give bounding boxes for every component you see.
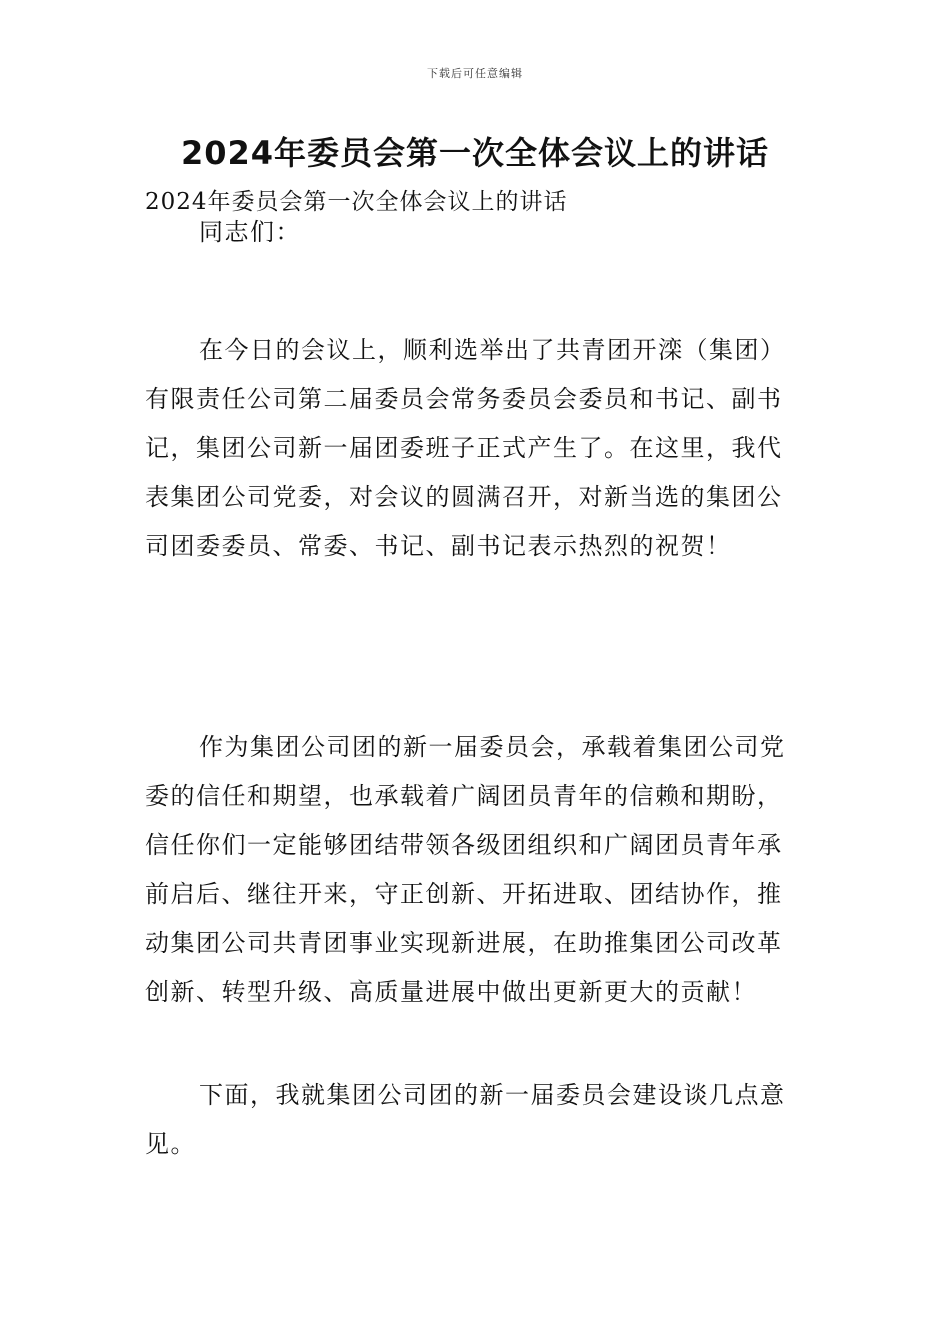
paragraph-3: 下面，我就集团公司团的新一届委员会建设谈几点意见。 [145,1081,786,1158]
document-title: 2024年委员会第一次全体会议上的讲话 [180,134,770,172]
paragraph-2: 作为集团公司团的新一届委员会，承载着集团公司党委的信任和期望，也承载着广阔团员青年的信赖和期盼，信任你们一定能够团结带领各级团组织和广阔团员青年承前启后、继往开来，守正创新、开拓进取、团结协作，推动集团公司共青团事业实现新进展，在助推集团公司改革创新、转型升级、高质量进展中做出更新更大的贡献！ [145,733,786,1006]
greeting: 同志们： [199,218,301,246]
document-subtitle: 2024年委员会第一次全体会议上的讲话 [145,189,568,215]
paragraph-1: 在今日的会议上，顺利选举出了共青团开滦（集团）有限责任公司第二届委员会常务委员会委员和书记、副书记，集团公司新一届团委班子正式产生了。在这里，我代表集团公司党委，对会议的圆满召开，对新当选的集团公司团委委员、常委、书记、副书记表示热烈的祝贺！ [145,336,786,560]
header-note: 下载后可任意编辑 [427,67,523,80]
